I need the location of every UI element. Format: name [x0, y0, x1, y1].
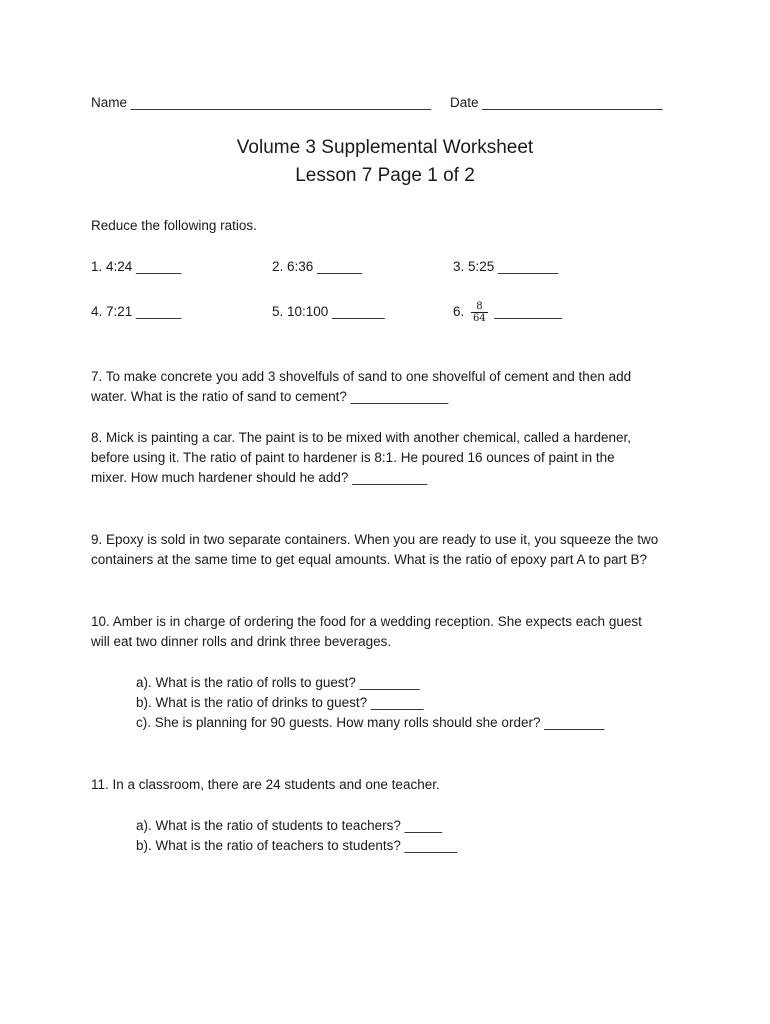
question-8-line-1: 8. Mick is painting a car. The paint is to be mixed with another chemical, called a hardener, [91, 430, 632, 445]
question-11-part-a: a). What is the ratio of students to teachers? _____ [136, 818, 443, 833]
question-10-line-1: 10. Amber is in charge of ordering the food for a wedding reception. She expects each guest [91, 614, 642, 629]
question-7-line-2: water. What is the ratio of sand to cement? _____________ [91, 389, 449, 404]
question-11-part-b: b). What is the ratio of teachers to students? _______ [136, 838, 458, 853]
question-8-line-2: before using it. The ratio of paint to hardener is 8:1. He poured 16 ounces of paint in the [91, 450, 615, 465]
page-subtitle: Lesson 7 Page 1 of 2 [295, 165, 475, 186]
question-11: 11. In a classroom, there are 24 students and one teacher. [91, 777, 440, 792]
ratio-item-3: 3. 5:25 ________ [453, 259, 559, 274]
question-7-line-1: 7. To make concrete you add 3 shovelfuls of sand to one shovelful of cement and then add [91, 369, 632, 384]
ratio-item-1: 1. 4:24 ______ [91, 259, 182, 274]
question-8-line-3: mixer. How much hardener should he add? __________ [91, 470, 428, 485]
ratio-item-6 [453, 298, 562, 326]
date-field: Date ________________________ [450, 95, 663, 110]
name-field: Name ________________________________________ [91, 95, 432, 110]
page-title: Volume 3 Supplemental Worksheet [236, 137, 534, 158]
ratio-item-4: 4. 7:21 ______ [91, 304, 182, 319]
question-10-line-2: will eat two dinner rolls and drink three beverages. [91, 634, 392, 649]
question-10-part-b: b). What is the ratio of drinks to guest? _______ [136, 695, 424, 710]
question-9-line-2: containers at the same time to get equal amounts. What is the ratio of epoxy part A to part B? [91, 552, 648, 567]
instructions: Reduce the following ratios. [91, 218, 257, 233]
question-10-part-c: c). She is planning for 90 guests. How many rolls should she order? ________ [136, 715, 605, 730]
question-9-line-1: 9. Epoxy is sold in two separate containers. When you are ready to use it, you squeeze the two [91, 532, 659, 547]
fraction-8-64 [471, 301, 488, 324]
question-10-part-a: a). What is the ratio of rolls to guest? ________ [136, 675, 420, 690]
ratio-item-5: 5. 10:100 _______ [272, 304, 385, 319]
fraction-numerator: 8 [471, 301, 488, 313]
ratio-item-6-blank: _________ [494, 304, 563, 319]
ratio-item-2: 2. 6:36 ______ [272, 259, 363, 274]
ratio-item-6-number: 6. [453, 304, 465, 319]
fraction-denominator: 64 [473, 312, 486, 324]
